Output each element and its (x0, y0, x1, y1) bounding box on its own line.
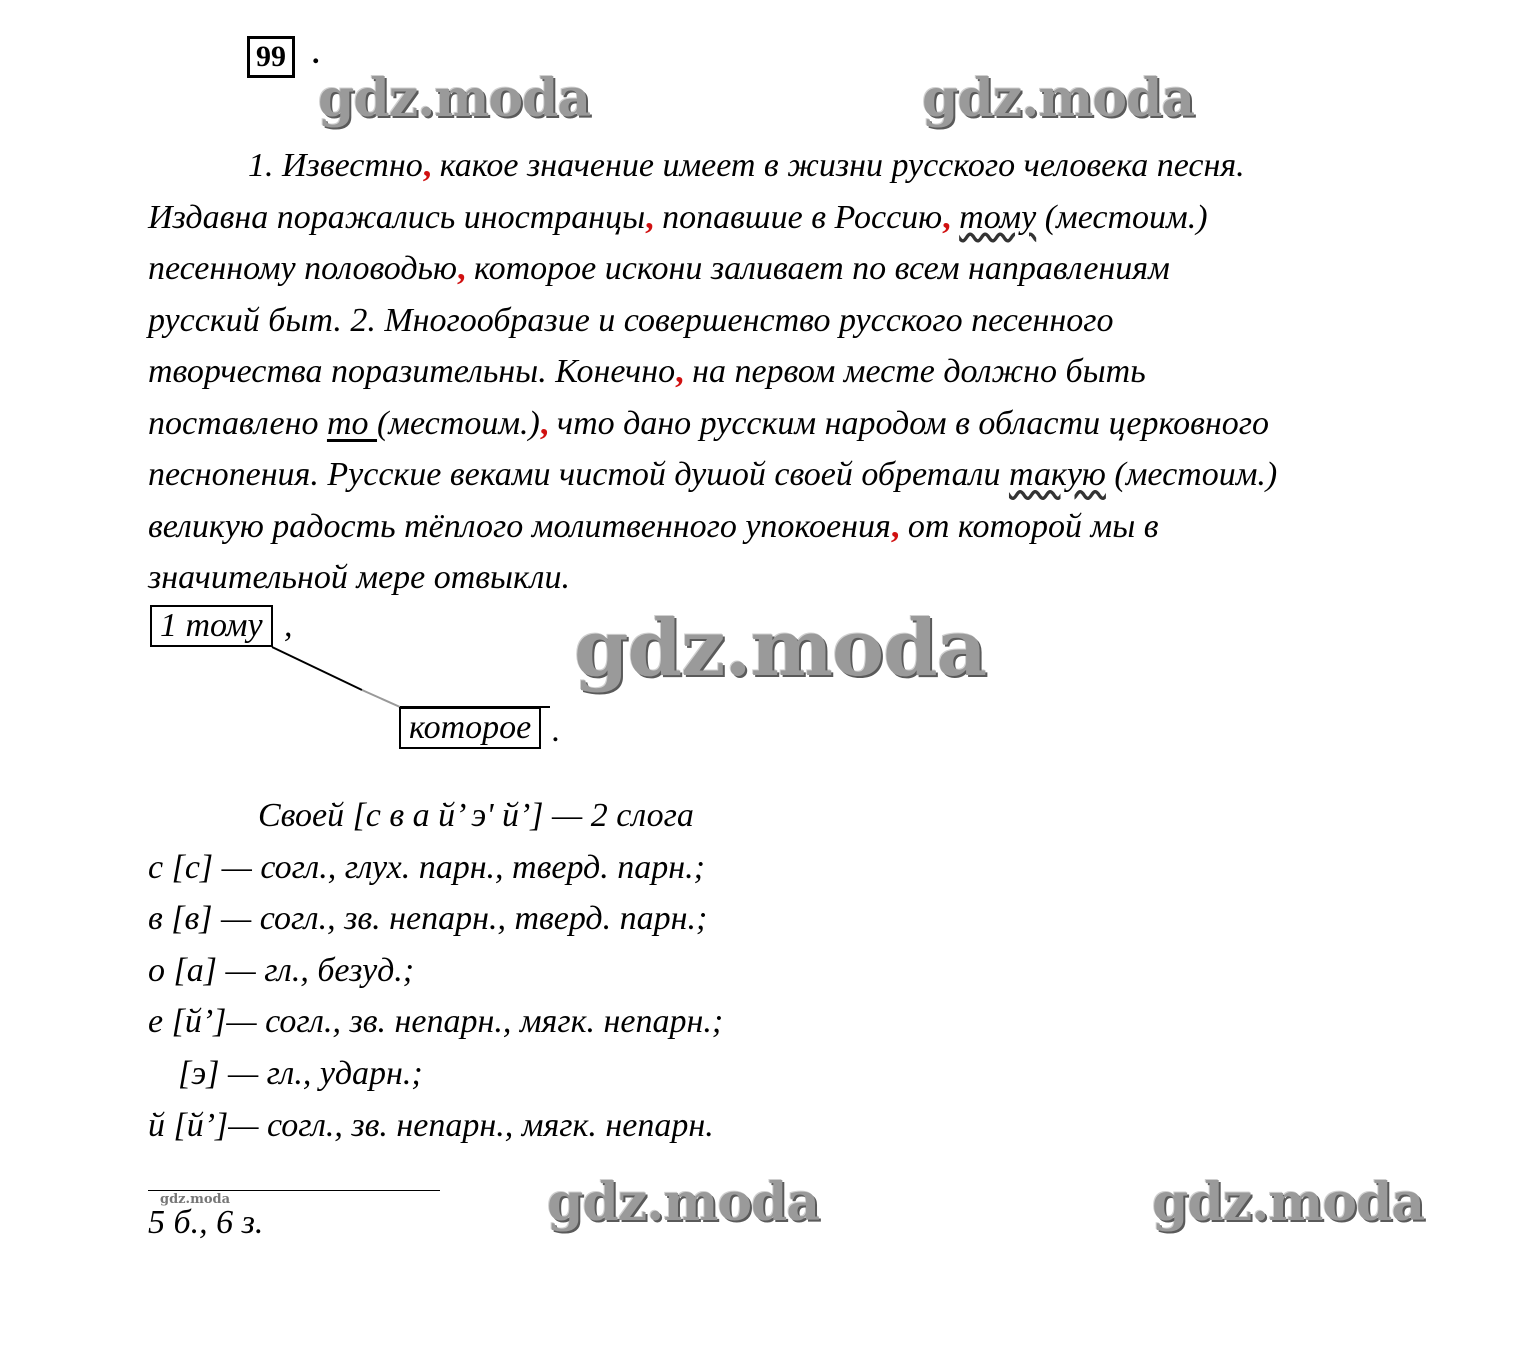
phonetic-row: й [й’]— согл., зв. непарн., мягк. непарн. (148, 1106, 714, 1144)
text-fragment: что дано русским народом в области церковного (548, 404, 1270, 442)
text-fragment: от которой мы в (899, 507, 1159, 545)
watermark: gdz.moda (547, 1172, 820, 1233)
footnote-rule (148, 1190, 440, 1191)
underlined-word: такую (1008, 456, 1106, 493)
text-fragment: на первом месте должно быть (683, 353, 1146, 390)
text-line: русский быт. 2. Многообразие и совершенство русского песенного (148, 301, 1114, 339)
phonetic-row: о [а] — гл., безуд.; (148, 951, 415, 989)
text-fragment: поставлено (148, 404, 327, 442)
text-fragment: (местоим.) (1105, 456, 1278, 493)
scheme-box-dependent-word: которое (399, 707, 541, 749)
phonetic-row: в [в] — согл., зв. непарн., тверд. парн.; (148, 900, 708, 938)
text-fragment: (местоим.) (377, 404, 540, 442)
watermark: gdz.moda (318, 68, 591, 129)
phonetic-title: Своей [с в а й’ э' й’] — 2 слога (258, 797, 694, 834)
scheme-period: . (552, 712, 561, 749)
watermark: gdz.moda (574, 603, 987, 694)
exercise-number: 99 (247, 36, 295, 78)
text-fragment: которое искони заливает по всем направлениям (465, 250, 1170, 287)
underlined-word: тому (959, 198, 1037, 236)
text-fragment: Издавна поражались иностранцы (148, 198, 646, 236)
scheme-comma: , (284, 607, 293, 644)
text-fragment: какое значение имеет в жизни русского человека песня. (431, 147, 1245, 184)
punctuation-mark: , (890, 507, 900, 545)
phonetic-analysis (148, 790, 723, 1151)
watermark: gdz.moda (922, 68, 1195, 129)
underlined-word: то (326, 404, 378, 442)
footnote-summary: 5 б., 6 з. (148, 1204, 264, 1241)
text-line: значительной мере отвыкли. (148, 559, 570, 596)
punctuation-mark: , (675, 353, 684, 390)
text-fragment: 1. Известно (248, 147, 423, 184)
punctuation-mark: , (422, 147, 432, 184)
punctuation-mark: , (942, 198, 951, 236)
text-fragment: великую радость тёплого молитвенного упокоения (148, 507, 891, 545)
text-fragment: песнопения. Русские веками чистой душой своей обретали (148, 456, 1009, 493)
phonetic-row: с [с] — согл., глух. парн., тверд. парн.; (148, 848, 705, 886)
text-fragment: песенному половодью (148, 250, 458, 287)
punctuation-mark: , (645, 198, 654, 236)
text-fragment: (местоим.) (1036, 198, 1208, 236)
text-fragment: попавшие в Россию (653, 198, 943, 236)
scheme-box-main-word: 1 тому (150, 605, 273, 647)
punctuation-mark: , (539, 404, 549, 442)
punctuation-mark: , (457, 250, 466, 287)
watermark: gdz.moda (160, 1192, 231, 1207)
exercise-number-dot: . (312, 37, 320, 70)
text-fragment: творчества поразительны. Конечно (148, 353, 676, 390)
phonetic-row: [э] — гл., ударн.; (178, 1054, 423, 1092)
watermark: gdz.moda (1152, 1172, 1425, 1233)
phonetic-row: е [й’]— согл., зв. непарн., мягк. непарн.; (148, 1003, 724, 1041)
